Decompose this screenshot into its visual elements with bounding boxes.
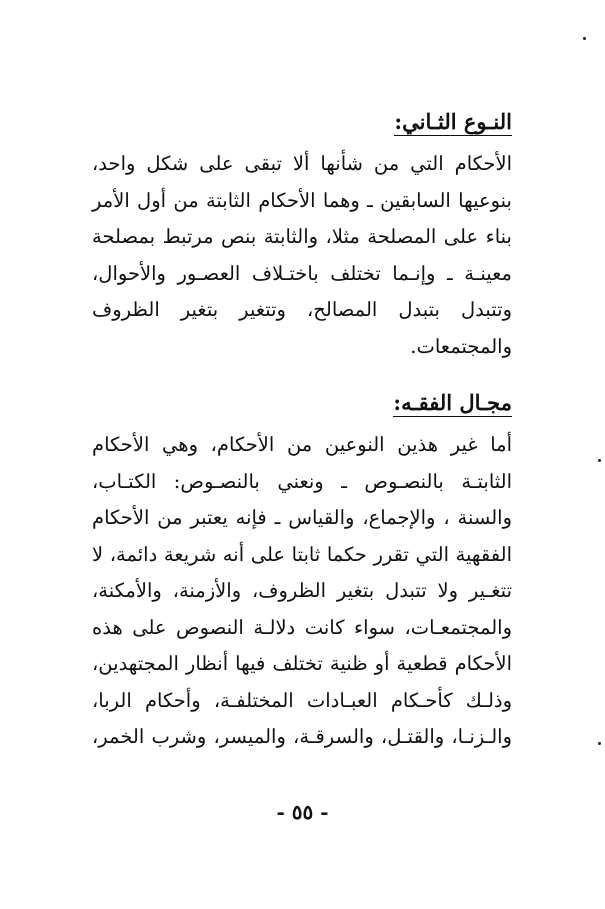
section-heading-fiqh-scope (92, 383, 512, 423)
text-line: والمجتمعات. (410, 334, 512, 358)
text-line: والمجتمعـات، سواء كانت دلالـة النصوص على هذه (92, 615, 512, 639)
text-line: بناء على المصلحة مثلا، والثابتة بنص مرتبط بمصلحة (92, 225, 512, 248)
text-line: وذلـك كأحـكام العبـادات المختلفـة، وأحكام الربا، (92, 688, 512, 712)
text-line: والسنة ، والإجماع، والقياس ـ فإنه يعتبر من الأحكام (92, 506, 512, 529)
section-heading-text: مجـال الفقـه: (393, 390, 512, 415)
text-line: الفقهية التي تقرر حكما ثابتا على أنه شريعة دائمة، لا (92, 542, 512, 566)
text-line: الثابتـة بالنصـوص ـ ونعني بالنصـوص: الكتـاب، (92, 469, 512, 493)
margin-dot (598, 742, 601, 745)
text-line: تتغـير ولا تتبدل بتغير الظروف، والأزمنة، والأمكنة، (92, 579, 512, 602)
text-line: معينـة ـ وإنـما تختلف باختـلاف العصـور والأحوال، (92, 261, 512, 285)
text-line: وتتبدل بتبدل المصالح، وتتغير بتغير الظروف (92, 298, 512, 321)
text-line: بنوعيها السابقين ـ وهما الأحكام الثابتة من أول الأمر (92, 188, 512, 212)
page-number: - ٥٥ - (276, 800, 329, 824)
section-heading-text: النـوع الثـاني: (394, 109, 512, 134)
text-line: والـزنـا، والقتـل، والسرقـة، والميسر، وشرب الخمر، (92, 725, 512, 748)
paragraph-second-type (92, 146, 512, 365)
margin-dot (598, 459, 601, 462)
text-line: الأحكام التي من شأنها ألا تبقى على شكل واحد، (92, 152, 512, 175)
text-line: أما غير هذين النوعين من الأحكام، وهي الأحكام (92, 433, 512, 456)
text-line: الأحكام قطعية أو ظنية تختلف فيها أنظار المجتهدين، (92, 652, 512, 675)
text-body (92, 102, 512, 756)
paragraph-fiqh-scope (92, 427, 512, 756)
margin-dot (583, 37, 586, 40)
section-heading-second-type (92, 102, 512, 142)
